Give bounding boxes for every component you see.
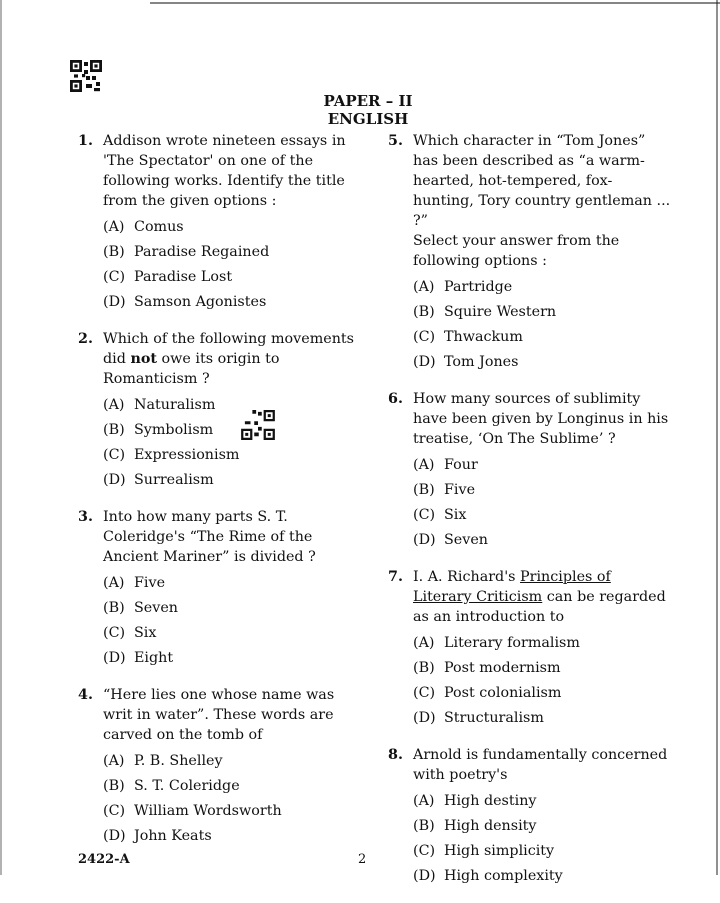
option-a: (A) Partridge bbox=[413, 279, 513, 295]
option-c: (C) William Wordsworth bbox=[103, 803, 282, 819]
qr-code-icon bbox=[70, 60, 102, 92]
question-text: Which character in “Tom Jones” has been described as “a warm-hearted, hot-tempered, fox-hunting, Tory country gentleman ... ?” bbox=[413, 133, 671, 229]
option-b: (B) Post modernism bbox=[413, 660, 561, 676]
option-d: (D) Seven bbox=[413, 532, 489, 548]
option-a: (A) P. B. Shelley bbox=[103, 753, 223, 769]
subject-title: ENGLISH bbox=[327, 110, 409, 128]
option-b: (B) Paradise Regained bbox=[103, 244, 270, 260]
emphasis-not: not bbox=[130, 351, 157, 367]
question-text: Into how many parts S. T. Coleridge's “The Rime of the Ancient Mariner” is divided ? bbox=[103, 509, 316, 565]
question-number: 5. bbox=[388, 133, 403, 149]
question-number: 7. bbox=[388, 569, 403, 585]
question-4 bbox=[78, 685, 368, 849]
question-text: How many sources of sublimity have been given by Longinus in his treatise, ‘On The Sublime’ ? bbox=[413, 391, 669, 447]
question-number: 2. bbox=[78, 331, 93, 347]
option-b: (B) S. T. Coleridge bbox=[103, 778, 240, 794]
question-2 bbox=[78, 329, 368, 493]
option-a: (A) Literary formalism bbox=[413, 635, 580, 651]
page-top-edge bbox=[150, 2, 720, 4]
option-c: (C) Six bbox=[413, 507, 467, 523]
book-title: Principles of Literary Criticism bbox=[413, 569, 611, 605]
option-d: (D) Tom Jones bbox=[413, 354, 519, 370]
option-b: (B) High density bbox=[413, 818, 537, 834]
option-d: (D) Surrealism bbox=[103, 472, 214, 488]
question-number: 6. bbox=[388, 391, 403, 407]
option-d: (D) Samson Agonistes bbox=[103, 294, 267, 310]
option-list bbox=[413, 275, 673, 375]
question-3 bbox=[78, 507, 368, 671]
question-text: Addison wrote nineteen essays in 'The Spectator' on one of the following works. Identify the title from the given options : bbox=[103, 133, 346, 209]
question-number: 3. bbox=[78, 509, 93, 525]
page-right-edge bbox=[716, 0, 718, 875]
option-list bbox=[103, 749, 368, 849]
option-c: (C) Six bbox=[103, 625, 157, 641]
question-text: “Here lies one whose name was writ in water”. These words are carved on the tomb of bbox=[103, 687, 335, 743]
left-column bbox=[78, 131, 368, 863]
option-b: (B) Squire Western bbox=[413, 304, 557, 320]
option-d: (D) Structuralism bbox=[413, 710, 544, 726]
option-a: (A) Comus bbox=[103, 219, 184, 235]
question-6 bbox=[388, 389, 673, 553]
option-c: (C) Expressionism bbox=[103, 447, 240, 463]
option-c: (C) Paradise Lost bbox=[103, 269, 233, 285]
option-list bbox=[413, 631, 673, 731]
paper-title: PAPER – II bbox=[323, 92, 413, 110]
question-1 bbox=[78, 131, 368, 315]
option-b: (B) Seven bbox=[103, 600, 179, 616]
option-list bbox=[103, 215, 368, 315]
option-list bbox=[413, 453, 673, 553]
booklet-code: 2422-A bbox=[78, 852, 130, 867]
option-list bbox=[103, 571, 368, 671]
page-number: 2 bbox=[358, 852, 367, 867]
question-number: 8. bbox=[388, 747, 403, 763]
question-text: Arnold is fundamentally concerned with poetry's bbox=[413, 747, 668, 783]
option-a: (A) High destiny bbox=[413, 793, 537, 809]
option-a: (A) Four bbox=[413, 457, 478, 473]
option-d: (D) John Keats bbox=[103, 828, 212, 844]
option-b: (B) Five bbox=[413, 482, 476, 498]
question-number: 1. bbox=[78, 133, 93, 149]
option-b: (B) Symbolism bbox=[103, 422, 214, 438]
option-d: (D) High complexity bbox=[413, 868, 563, 884]
option-list bbox=[413, 789, 673, 889]
question-7 bbox=[388, 567, 673, 731]
question-number: 4. bbox=[78, 687, 93, 703]
option-c: (C) Thwackum bbox=[413, 329, 523, 345]
question-8 bbox=[388, 745, 673, 889]
right-column bbox=[388, 131, 673, 903]
question-text: I. A. Richard's Principles of Literary Criticism can be regarded as an introduction to bbox=[413, 569, 666, 625]
question-text: Which of the following movements did not owe its origin to Romanticism ? bbox=[103, 331, 355, 387]
option-c: (C) High simplicity bbox=[413, 843, 555, 859]
question-5 bbox=[388, 131, 673, 375]
page-left-edge bbox=[0, 0, 2, 875]
option-list bbox=[103, 393, 368, 493]
option-d: (D) Eight bbox=[103, 650, 174, 666]
option-c: (C) Post colonialism bbox=[413, 685, 562, 701]
question-instruction: Select your answer from the following options : bbox=[413, 233, 620, 269]
small-qr-code-icon bbox=[241, 410, 275, 440]
option-a: (A) Naturalism bbox=[103, 397, 216, 413]
option-a: (A) Five bbox=[103, 575, 166, 591]
